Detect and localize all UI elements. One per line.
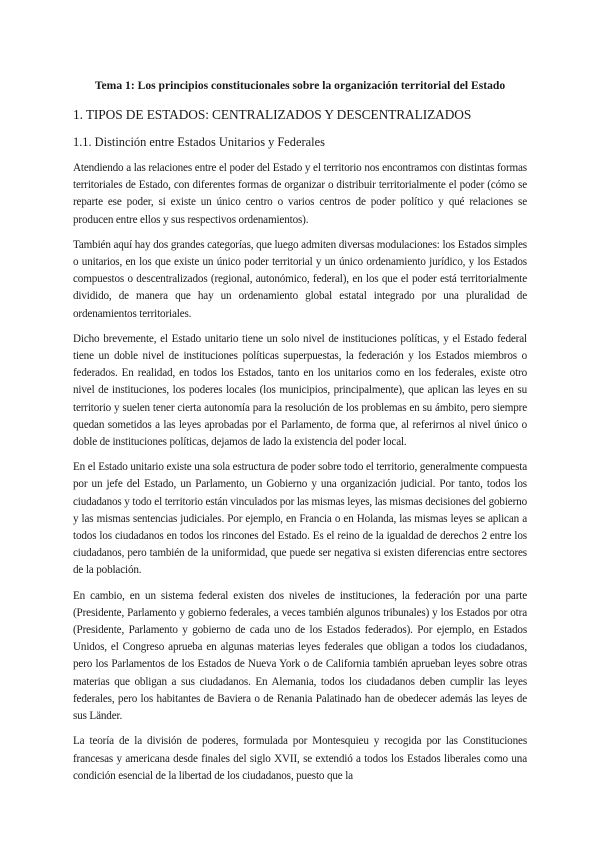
paragraph-unitary-vs-federal: Dicho brevemente, el Estado unitario tiene un solo nivel de instituciones políticas, y el Estado federal tiene un doble nivel de instituciones políticas superpuestas, la federación y los Estados miembros o federados. En realidad, en todos los Estados, tanto en los unitarios como en los federales, existe otro nivel de instituciones, los poderes locales (los municipios, principalmente), que aplican las leyes en su territorio y suelen tener cierta autonomía para la resolución de los problemas en su ámbito, pero siempre quedan sometidos a las leyes aprobadas por el Parlamento, de forma que, al referirnos al nivel único o doble de instituciones políticas, dejamos de lado la existencia del poder local. [73,332,527,449]
paragraph-state-categories: También aquí hay dos grandes categorías, que luego admiten diversas modulaciones: los Estados simples o unitarios, en los que existe un único poder territorial y un único ordenamiento jurídico, y los Estados compuestos o descentralizados (regional, autonómico, federal), en los que el poder está territorialmente dividido, de manera que hay un ordenamiento global estatal integrado por una pluralidad de ordenamientos territoriales. [73,238,527,320]
subsection-heading: 1.1. Distinción entre Estados Unitarios y Federales [73,135,325,149]
document-title: Tema 1: Los principios constitucionales sobre la organización territorial del Estado [94,79,506,92]
document-body [73,78,527,793]
paragraph-territorial-forms: Atendiendo a las relaciones entre el poder del Estado y el territorio nos encontramos con distintas formas territoriales de Estado, con diferentes formas de organizar o distribuir territorialmente el poder (cómo se reparte ese poder, si existe un único centro o varios centros de poder político y qué relaciones se producen entre ellos y sus respectivos ordenamientos). [73,162,527,226]
paragraph-federal-system: En cambio, en un sistema federal existen dos niveles de instituciones, la federación por una parte (Presidente, Parlamento y gobierno federales, a veces también algunos tribunales) y los Estados por otra (Presidente, Parlamento y gobierno de cada uno de los Estados federados). Por ejemplo, en Estados Unidos, el Congreso aprueba en algunas materias leyes federales que obligan a todos los ciudadanos, pero los Parlamentos de los Estados de Nueva York o de California también aprueban leyes sobre otras materias que obligan a sus ciudadanos. En Alemania, todos los ciudadanos deben cumplir las leyes federales, pero los habitantes de Baviera o de Renania Palatinado han de obedecer además las leyes de sus Länder. [73,589,527,723]
paragraph-unitary-state: En el Estado unitario existe una sola estructura de poder sobre todo el territorio, generalmente compuesta por un jefe del Estado, un Parlamento, un Gobierno y una organización judicial. Por tanto, todos los ciudadanos y todo el territorio están vinculados por las mismas leyes, las mismas decisiones del gobierno y las mismas sentencias judiciales. Por ejemplo, en Francia o en Holanda, las mismas leyes se aplican a todos los ciudadanos en todos los rincones del Estado. Es el reino de la igualdad de derechos 2 entre los ciudadanos, pero también de la uniformidad, que puede ser negativa si existen diferencias entre sectores de la población. [73,461,527,577]
paragraph-separation-of-powers: La teoría de la división de poderes, formulada por Montesquieu y recogida por las Constituciones francesas y americana desde finales del siglo XVII, se extendió a todos los Estados liberales como una condición esencial de la libertad de los ciudadanos, puesto que la [73,735,527,782]
section-heading: 1. TIPOS DE ESTADOS: CENTRALIZADOS Y DESCENTRALIZADOS [73,107,472,122]
